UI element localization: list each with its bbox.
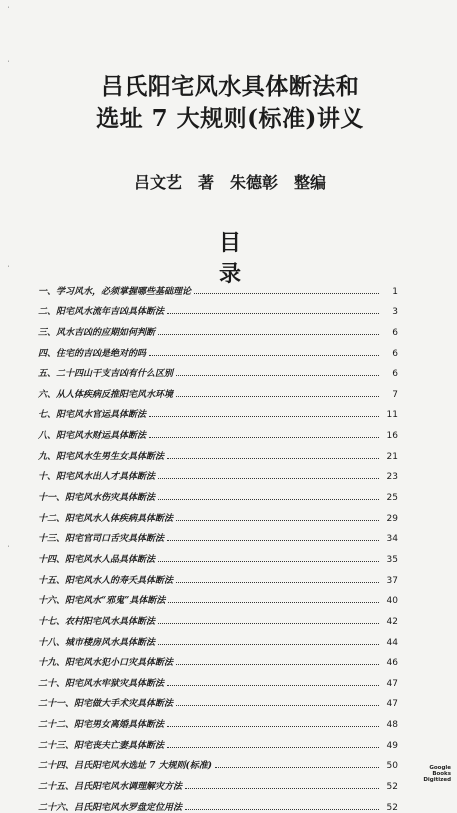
toc-entry-title: 二十二、阳宅男女离婚具体断法 [38, 720, 165, 731]
toc-leader-dots [149, 355, 379, 356]
toc-leader-dots [167, 685, 379, 686]
toc-entry-title: 二十、阳宅风水牢狱灾具体断法 [38, 678, 165, 689]
toc-leader-dots [168, 602, 379, 603]
toc-entry-title: 二十一、阳宅做大手术灾具体断法 [38, 699, 174, 710]
toc-entry [38, 482, 398, 503]
toc-entry-title: 十四、阳宅风水人品具体断法 [38, 554, 156, 565]
watermark-line: Books [432, 771, 451, 777]
toc-entry-page: 40 [386, 596, 398, 607]
toc-entry-title: 一、学习风水，必须掌握哪些基础理论 [38, 286, 192, 297]
toc-entry-title: 八、阳宅风水财运具体断法 [38, 431, 147, 442]
toc-entry [38, 544, 398, 565]
toc-entry-title: 十九、阳宅风水犯小口灾具体断法 [38, 658, 174, 669]
watermark-line: Digitized [423, 777, 451, 783]
toc-entry-page: 1 [392, 286, 398, 297]
toc-entry-page: 42 [386, 616, 398, 627]
toc-entry-title: 十七、农村阳宅风水具体断法 [38, 616, 156, 627]
toc-entry-title: 五、二十四山干支吉凶有什么区别 [38, 369, 174, 380]
toc-entry-page: 3 [392, 307, 398, 318]
toc-entry-title: 九、阳宅风水生男生女具体断法 [38, 451, 165, 462]
toc-entry [38, 462, 398, 483]
toc-entry [38, 379, 398, 400]
toc-entry-page: 34 [386, 534, 398, 545]
toc-entry-page: 37 [386, 575, 398, 586]
toc-entry [38, 668, 398, 689]
toc-leader-dots [176, 396, 379, 397]
toc-leader-dots [167, 540, 379, 541]
toc-entry-title: 二十三、阳宅丧夫亡妻具体断法 [38, 740, 165, 751]
toc-entry-title: 十一、阳宅风水伤灾具体断法 [38, 493, 156, 504]
toc-leader-dots [167, 458, 379, 459]
toc-leader-dots [149, 437, 379, 438]
toc-entry [38, 441, 398, 462]
toc-entry-title: 二十四、吕氏阳宅风水选址 7 大规则(标准) [38, 761, 213, 772]
toc-leader-dots [158, 334, 379, 335]
toc-entry-title: 四、住宅的吉凶是绝对的吗 [38, 348, 147, 359]
toc-entry [38, 586, 398, 607]
toc-entry-title: 十五、阳宅风水人的寿夭具体断法 [38, 575, 174, 586]
edge-mark: · [4, 265, 12, 268]
toc-entry-page: 7 [392, 389, 398, 400]
toc-entry-page: 6 [392, 348, 398, 359]
toc-leader-dots [158, 623, 379, 624]
toc-entry-page: 46 [386, 658, 398, 669]
toc-leader-dots [176, 705, 379, 706]
edge-mark: · [4, 6, 12, 9]
watermark-line: Google [429, 765, 451, 771]
toc-leader-dots [167, 313, 379, 314]
toc-entry [38, 689, 398, 710]
toc-entry [38, 400, 398, 421]
toc-entry-title: 十二、阳宅风水人体疾病具体断法 [38, 513, 174, 524]
toc-entry [38, 524, 398, 545]
toc-leader-dots [215, 767, 379, 768]
toc-entry-page: 6 [392, 327, 398, 338]
book-title-line-1: 吕氏阳宅风水具体断法和 [100, 73, 360, 100]
toc-leader-dots [167, 726, 379, 727]
toc-entry-page: 44 [386, 637, 398, 648]
toc-entry [38, 420, 398, 441]
toc-entry-page: 49 [386, 740, 398, 751]
toc-entry [38, 648, 398, 669]
scan-watermark [417, 765, 451, 783]
toc-entry-title: 十六、阳宅风水“邪鬼”具体断法 [38, 596, 166, 607]
toc-leader-dots [176, 664, 379, 665]
toc-leader-dots [158, 478, 379, 479]
toc-entry [38, 792, 398, 813]
toc-entry-page: 52 [386, 782, 398, 793]
toc-entry [38, 627, 398, 648]
toc-leader-dots [176, 520, 379, 521]
toc-entry-title: 十八、城市楼房风水具体断法 [38, 637, 156, 648]
toc-entry-page: 21 [386, 451, 398, 462]
toc-entry-title: 十、阳宅风水出人才具体断法 [38, 472, 156, 483]
toc-entry [38, 359, 398, 380]
toc-heading: 目录 [218, 230, 301, 287]
toc-entry-page: 50 [386, 761, 398, 772]
toc-leader-dots [158, 499, 379, 500]
toc-leader-dots [176, 582, 379, 583]
toc-entry-page: 52 [386, 802, 398, 813]
toc-leader-dots [149, 416, 379, 417]
toc-entry-page: 11 [386, 410, 398, 421]
toc-entry [38, 297, 398, 318]
toc-entry-title: 二、阳宅风水流年吉凶具体断法 [38, 307, 165, 318]
toc-entry-title: 六、从人体疾病反推阳宅风水环境 [38, 389, 174, 400]
author-credits: 吕文艺 著 朱德彰 整编 [133, 173, 326, 192]
toc-entry [38, 503, 398, 524]
toc-entry-page: 16 [386, 431, 398, 442]
toc-entry [38, 709, 398, 730]
toc-entry [38, 730, 398, 751]
toc-entry-page: 25 [386, 493, 398, 504]
toc-entry-page: 47 [386, 678, 398, 689]
toc-entry [38, 565, 398, 586]
table-of-contents [38, 276, 398, 813]
toc-entry-page: 47 [386, 699, 398, 710]
toc-leader-dots [158, 561, 379, 562]
toc-entry-title: 十三、阳宅官司口舌灾具体断法 [38, 534, 165, 545]
toc-entry [38, 751, 398, 772]
edge-mark: · [4, 60, 12, 63]
toc-entry-title: 二十五、吕氏阳宅风水调理解灾方法 [38, 782, 183, 793]
book-title-line-2: 选址 7 大规则(标准)讲义 [96, 105, 364, 132]
toc-leader-dots [158, 644, 379, 645]
binding-edge-marks [2, 0, 18, 789]
toc-leader-dots [185, 809, 379, 810]
toc-entry-title: 三、风水吉凶的应期如何判断 [38, 327, 156, 338]
toc-entry-page: 23 [386, 472, 398, 483]
toc-entry [38, 338, 398, 359]
toc-entry [38, 276, 398, 297]
toc-leader-dots [167, 747, 379, 748]
toc-entry-page: 29 [386, 513, 398, 524]
toc-entry-page: 48 [386, 720, 398, 731]
toc-entry-title: 七、阳宅风水官运具体断法 [38, 410, 147, 421]
toc-entry-page: 35 [386, 554, 398, 565]
toc-entry-page: 6 [392, 369, 398, 380]
toc-leader-dots [176, 375, 379, 376]
edge-mark: · [4, 545, 12, 548]
toc-leader-dots [194, 293, 379, 294]
toc-entry [38, 606, 398, 627]
toc-entry-title: 二十六、吕氏阳宅风水罗盘定位用法 [38, 802, 183, 813]
toc-entry [38, 317, 398, 338]
